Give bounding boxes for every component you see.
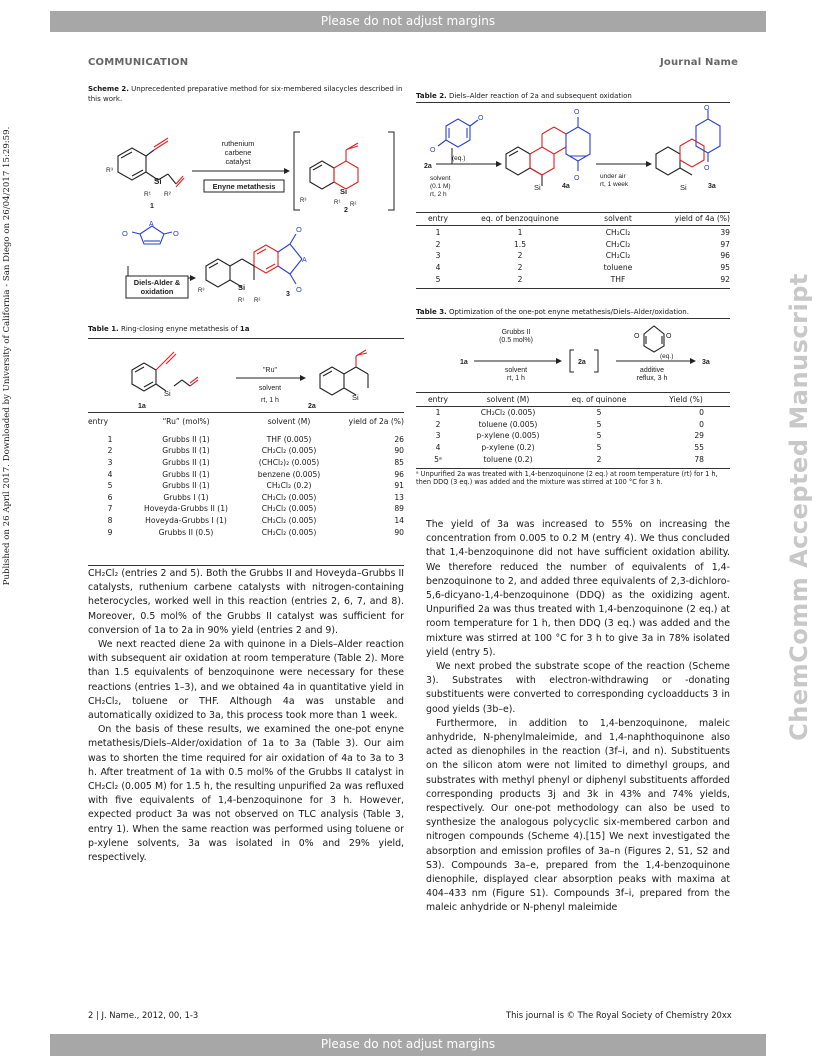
svg-text:O: O (296, 225, 302, 234)
table-row: 5 2 THF 92 (435, 274, 730, 284)
caption-label: Table 2. (416, 92, 447, 100)
table-row: 7 Hoveyda-Grubbs II (1) CH₂Cl₂ (0.005) 89 (107, 504, 404, 514)
reagent-line-1: ruthenium (221, 139, 255, 148)
table-row: 4 2 toluene 95 (435, 263, 730, 273)
paragraph: We next probed the substrate scope of the reaction (Scheme 3). Substrates with electron-withdrawing or -donating substituents were converted to corresponding cycloadducts 3 in good yields (3b–e). (426, 661, 730, 715)
svg-text:O: O (430, 147, 436, 154)
sm-label: 2a (424, 163, 432, 170)
eq: (eq.) (660, 353, 674, 360)
svg-text:R¹: R¹ (334, 200, 341, 206)
sm-label: 1a (138, 403, 146, 410)
header-solvent: solvent (604, 214, 632, 224)
table-row: 2 toluene (0.005) 5 0 (435, 419, 704, 429)
table2-body (416, 227, 730, 285)
paragraph: CH₂Cl₂ (entries 2 and 5). Both the Grubbs II and Hoveyda–Grubbs II catalysts, ruthenium carbene catalysts with nitrogen-containing heterocycles, worked well in this reaction (entries 2, 6, 7, and 8). Moreover, 0.5 mol% of the Grubbs II catalyst was sufficient for conversion of 1a to 2a in 90% yield (entries 2 and 9). (88, 568, 404, 636)
table3-footnote: ᵃ Unpurified 2a was treated with 1,4-benzoquinone (2 eq.) at room temperature (rt) for 1 h, then DDQ (3 eq.) was added and the mixture was stirred at 100 °C for 3 h. (416, 470, 718, 486)
diene-highlight (334, 143, 358, 189)
caption-compound: 1a (239, 325, 250, 333)
header-yield: yield of 2a (%) (348, 417, 404, 427)
header-eq: eq. of benzoquinone (481, 214, 559, 224)
table-row: 2 Grubbs II (1) CH₂Cl₂ (0.005) 90 (107, 446, 404, 456)
svg-text:Si: Si (238, 283, 246, 292)
table-row: 1 Grubbs II (1) THF (0.005) 26 (107, 434, 404, 444)
table2-sub-rule (416, 225, 730, 226)
caption-text: Unprecedented preparative method for six-membered silacycles described in this work. (88, 85, 403, 103)
ru-label: "Ru" (263, 367, 277, 374)
table2-bottom-rule (416, 288, 730, 289)
caption-text: Diels–Alder reaction of 2a and subsequent oxidation (446, 92, 632, 100)
svg-text:R³: R³ (106, 167, 113, 174)
paragraph: We next reacted diene 2a with quinone in a Diels–Alder reaction with subsequent air oxidation at room temperature (Table 2). More than 1.5 equivalents of benzoquinone were necessary for these reactions (entries 1–3), and we obtained 4a in quantitative yield in CH₂Cl₂, toluene or THF. Although 4a was unstable and automatically oxidized to 3a, this process took more than 1 week. (88, 639, 404, 722)
svg-text:R³: R³ (198, 288, 205, 294)
table-row: 1 1 CH₂Cl₂ 39 (435, 228, 730, 238)
table1-top-rule (88, 338, 404, 339)
cat-1: Grubbs II (501, 329, 531, 336)
table-row: 3 2 CH₂Cl₂ 96 (435, 251, 730, 261)
header-entry: entry (427, 395, 449, 405)
header-yield: yield of 4a (%) (674, 214, 730, 224)
sm: 1a (460, 359, 468, 366)
svg-text:O: O (704, 105, 710, 112)
svg-text:A: A (302, 257, 307, 264)
paragraph: On the basis of these results, we examined the one-pot enyne metathesis/Diels–Alder/oxidation of 1a to 3a (Table 3). Our aim was to shorten the time required for air oxidation of 4a to 3a to 3 h. After treatment of 1a with 0.5 mol% of the Grubbs II catalyst in CH₂Cl₂ (0.005 M) for 1.5 h, the resulting unpurified 2a was refluxed with five equivalents of 1,4-benzoquinone for 3 h. However, expected product 3a was not observed on TLC analysis (Table 3, entry 1). When the same reaction was performed using toluene or p-xylene solvents, 3a was isolated in 0% and 29% yield, respectively. (88, 724, 404, 864)
da-box-line-1: Diels-Alder & (133, 278, 181, 287)
svg-text:R¹: R¹ (144, 191, 151, 198)
table3-caption (416, 307, 730, 317)
compound-3-label: 3 (286, 291, 290, 298)
scheme2-caption (88, 84, 404, 104)
table-row: 1 CH₂Cl₂ (0.005) 5 0 (435, 408, 704, 418)
table-row: 5 Grubbs II (1) CH₂Cl₂ (0.2) 91 (107, 481, 404, 491)
header-yield: Yield (%) (669, 395, 703, 405)
right-column-text (426, 518, 730, 916)
left-column-text (88, 567, 404, 865)
table2-header-row (416, 213, 730, 225)
air-2: rt, 1 week (600, 181, 629, 188)
table-row: 3 p-xylene (0.005) 5 29 (435, 431, 704, 441)
svg-text:O: O (666, 333, 672, 340)
header-ru: “Ru” (mol%) (162, 417, 210, 427)
condition-solvent: solvent (258, 385, 282, 392)
prod: 3a (702, 359, 710, 366)
enyne-box-label: Enyne metathesis (212, 182, 276, 191)
accepted-manuscript-watermark: ChemComm Accepted Manuscript (785, 273, 813, 741)
bottom-margin-banner: Please do not adjust margins (50, 1034, 766, 1056)
prod-label: 3a (708, 183, 716, 190)
caption-label: Table 1. (88, 325, 119, 333)
reflux: reflux, 3 h (636, 375, 668, 382)
caption-text: Ring-closing enyne metathesis of (118, 325, 240, 333)
table1 (88, 416, 404, 538)
cond-3: rt, 2 h (430, 191, 447, 198)
table1-caption (88, 324, 404, 334)
journal-name-header: Journal Name (660, 57, 739, 68)
download-notice: Published on 26 April 2017. Downloaded by University of California - San Diego on 26/04/2017 15:29:59. (2, 126, 12, 586)
da-box-line-2: oxidation (140, 287, 174, 296)
table3-header-row (416, 394, 730, 406)
condition-time: rt, 1 h (261, 397, 279, 404)
table-row: 9 Grubbs II (0.5) CH₂Cl₂ (0.005) 90 (107, 527, 404, 537)
page-footer-left: 2 | J. Name., 2012, 00, 1-3 (88, 1010, 199, 1020)
table1-header-row (88, 416, 404, 428)
table-row: 3 Grubbs II (1) (CHCl₂)₂ (0.005) 85 (107, 458, 404, 468)
svg-text:R²: R² (254, 298, 261, 304)
table-row: 8 Hoveyda-Grubbs I (1) CH₂Cl₂ (0.005) 14 (107, 516, 404, 526)
page-footer-right: This journal is © The Royal Society of Chemistry 20xx (506, 1010, 732, 1020)
cond-1: solvent (430, 175, 451, 182)
additive: additive (639, 367, 665, 374)
eq-label: (eq.) (452, 155, 466, 162)
table-row: 4 Grubbs II (1) benzene (0.005) 96 (107, 469, 404, 479)
table2 (416, 213, 730, 225)
svg-text:O: O (574, 109, 580, 116)
table-row: 6 Grubbs I (1) CH₂Cl₂ (0.005) 13 (107, 492, 404, 502)
table-row: 2 1.5 CH₂Cl₂ 97 (435, 239, 730, 249)
svg-text:O: O (634, 333, 640, 340)
table1-scheme (88, 342, 404, 412)
header-solvent: solvent (M) (267, 417, 311, 427)
caption-label: Table 3. (416, 308, 447, 316)
table2-scheme (416, 104, 730, 208)
table-row: 5ᵃ toluene (0.2) 2 78 (434, 454, 704, 464)
table3-body (416, 407, 730, 465)
svg-text:Si: Si (352, 393, 359, 402)
maleic-dienophile-structure (132, 226, 172, 244)
compound-1-label: 1 (150, 203, 154, 210)
svg-text:O: O (478, 115, 484, 122)
caption-text: Optimization of the one-pot enyne metathesis/Diels–Alder/oxidation. (446, 308, 689, 316)
section-header: COMMUNICATION (88, 57, 189, 68)
table1-header-rule (88, 412, 404, 413)
svg-text:A: A (149, 221, 154, 228)
table1-bottom-rule (88, 565, 404, 566)
table2-top-rule (416, 102, 730, 103)
table3 (416, 394, 730, 406)
compound-1-structure (118, 148, 176, 184)
compound-2-label: 2 (344, 207, 348, 214)
cat-2: (0.5 mol%) (499, 337, 533, 344)
svg-text:Si: Si (164, 389, 171, 398)
top-margin-banner: Please do not adjust margins (50, 11, 766, 32)
header-entry: entry (88, 417, 109, 427)
rt: rt, 1 h (507, 375, 525, 382)
caption-label: Scheme 2. (88, 85, 129, 93)
svg-text:O: O (122, 229, 128, 238)
svg-text:O: O (574, 175, 580, 182)
svg-text:O: O (173, 229, 179, 238)
svg-text:O: O (704, 165, 710, 172)
reagent-line-2: carbene (224, 148, 252, 157)
int-label: 4a (562, 183, 570, 190)
svg-text:Si: Si (680, 183, 687, 192)
table2-caption (416, 91, 730, 101)
table3-scheme (416, 320, 730, 390)
svg-text:Si: Si (340, 187, 348, 196)
air-1: under air (600, 173, 626, 180)
table3-top-rule (416, 318, 730, 319)
product-label: 2a (308, 403, 316, 410)
svg-text:R³: R³ (300, 198, 307, 204)
solv: solvent (504, 367, 528, 374)
table3-header-rule (416, 392, 730, 393)
svg-text:R²: R² (164, 191, 171, 198)
table3-bottom-rule (416, 468, 730, 469)
compound-2-structure (310, 161, 334, 189)
svg-text:Si: Si (534, 183, 541, 192)
scheme2-graphic (88, 126, 404, 310)
paragraph: Furthermore, in addition to 1,4-benzoquinone, maleic anhydride, N-phenylmaleimide, and 1,4-naphthoquinone also acted as dienophiles in the reaction (3f–i, and n). Substituents on the silicon atom were not limited to dimethyl groups, and substrates with methyl phenyl or diphenyl substituents afforded corresponding products 3j and 3k in 43% and 74% yields, respectively. Our one-pot methodology can also be used to synthesize the analogous polycyclic six-membered carbon and nitrogen compounds (Scheme 4).[15] We next investigated the absorption and emission profiles of 3a–n (Figures 2, S1, S2 and S3). Compounds 3a–e, prepared from the 1,4-benzoquinone dienophile, displayed clear absorption peaks with maxima at 404–433 nm (Figure S1). Compounds 3f–i, prepared from the maleic anhydride or N-phenyl maleimide (426, 717, 730, 914)
cond-2: (0.1 M) (430, 183, 451, 190)
header-eq: eq. of quinone (571, 395, 627, 405)
svg-text:O: O (296, 285, 302, 294)
svg-text:R²: R² (350, 202, 357, 208)
header-solvent: solvent (M) (486, 395, 530, 405)
int: 2a (578, 359, 586, 366)
compound-3-structure (206, 259, 230, 287)
svg-text:Si: Si (154, 177, 162, 186)
paragraph: The yield of 3a was increased to 55% on increasing the concentration from 0.005 to 0.2 M (entry 4). We thus concluded that 1,4-benzoquinone did not have sufficient oxidation ability. We therefore reduced the number of equivalents of 1,4-benzoquinone to 2, and added three equivalents of 2,3-dichloro-5,6-dicyano-1,4-benzoquinone (DDQ) as the oxidizing agent. Unpurified 2a was thus treated with 1,4-benzoquinone (2 eq.) at room temperature for 1 h, then DDQ (3 eq.) was added and the mixture was stirred at 100 °C for 3 h to give 3a in 78% isolated yield (entry 5). (426, 519, 730, 658)
svg-text:R¹: R¹ (238, 298, 245, 304)
header-entry: entry (427, 214, 449, 224)
reagent-line-3: catalyst (225, 157, 251, 166)
table-row: 4 p-xylene (0.2) 5 55 (435, 443, 704, 453)
